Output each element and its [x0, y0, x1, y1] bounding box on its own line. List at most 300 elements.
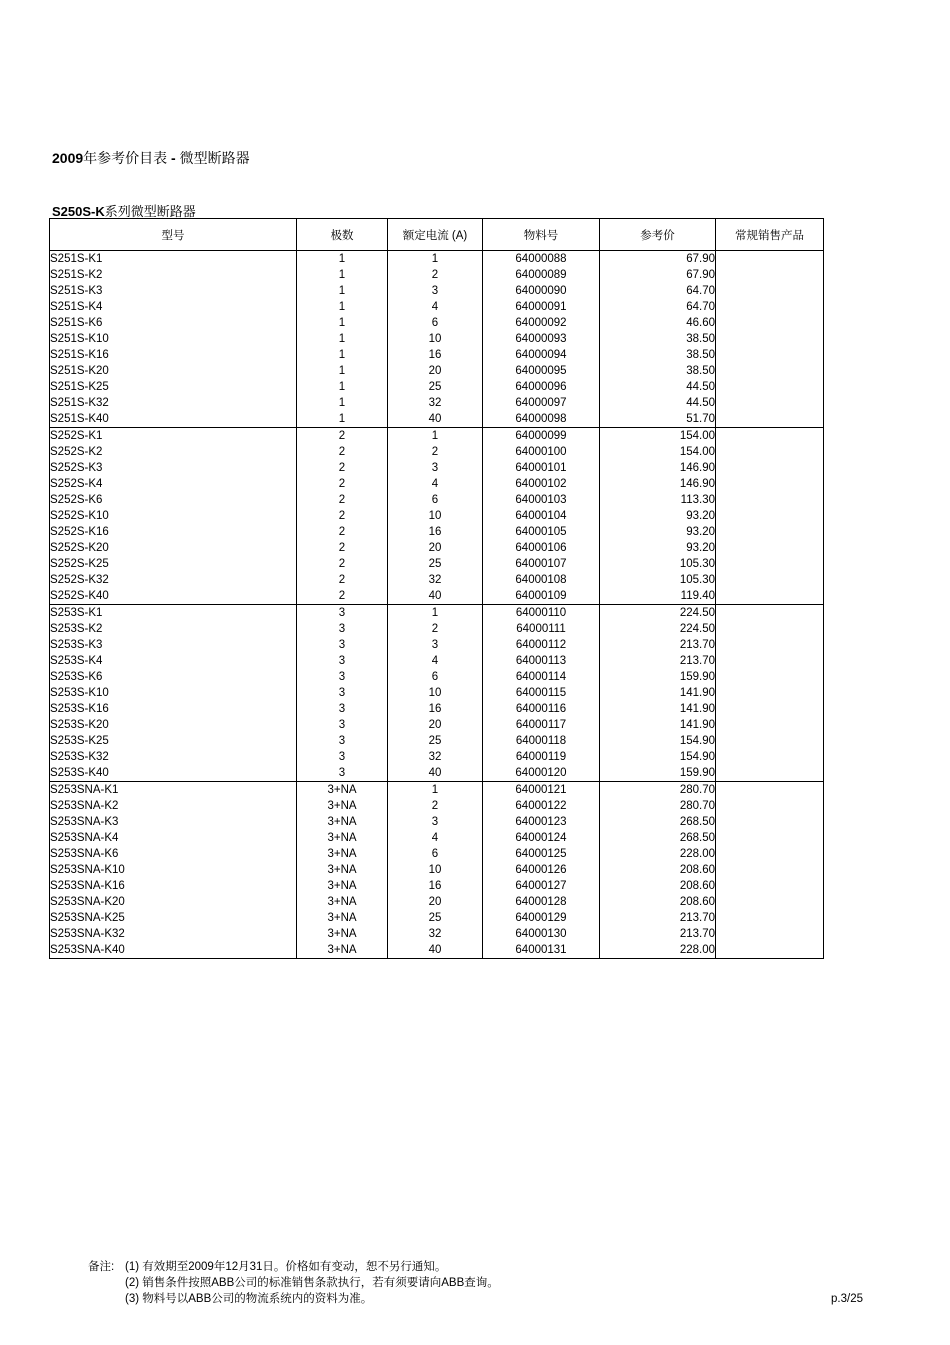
cell-rated-current: 6 [388, 846, 483, 862]
cell-model: S253SNA-K4 [50, 830, 297, 846]
cell-regular-product [716, 910, 824, 926]
cell-material-no: 64000091 [483, 299, 600, 315]
cell-material-no: 64000115 [483, 685, 600, 701]
table-row [50, 782, 824, 799]
cell-poles: 2 [297, 556, 388, 572]
cell-price: 141.90 [600, 701, 716, 717]
cell-rated-current: 16 [388, 347, 483, 363]
cell-poles: 1 [297, 363, 388, 379]
cell-model: S252S-K20 [50, 540, 297, 556]
cell-material-no: 64000108 [483, 572, 600, 588]
cell-regular-product [716, 508, 824, 524]
cell-price: 67.90 [600, 267, 716, 283]
cell-rated-current: 40 [388, 411, 483, 428]
cell-regular-product [716, 411, 824, 428]
cell-price: 154.90 [600, 749, 716, 765]
cell-model: S253S-K3 [50, 637, 297, 653]
cell-material-no: 64000131 [483, 942, 600, 959]
cell-regular-product [716, 798, 824, 814]
cell-rated-current: 20 [388, 894, 483, 910]
cell-rated-current: 32 [388, 572, 483, 588]
cell-poles: 1 [297, 347, 388, 363]
cell-regular-product [716, 572, 824, 588]
cell-material-no: 64000102 [483, 476, 600, 492]
table-row [50, 540, 824, 556]
cell-price: 119.40 [600, 588, 716, 605]
table-body [50, 251, 824, 959]
cell-model: S252S-K4 [50, 476, 297, 492]
notes [88, 1259, 499, 1307]
cell-model: S251S-K25 [50, 379, 297, 395]
table-row [50, 910, 824, 926]
cell-regular-product [716, 621, 824, 637]
cell-price: 208.60 [600, 878, 716, 894]
cell-poles: 3 [297, 685, 388, 701]
table-row [50, 347, 824, 363]
cell-regular-product [716, 782, 824, 799]
cell-model: S253S-K20 [50, 717, 297, 733]
cell-regular-product [716, 428, 824, 445]
cell-regular-product [716, 556, 824, 572]
cell-rated-current: 10 [388, 862, 483, 878]
cell-model: S252S-K6 [50, 492, 297, 508]
cell-poles: 2 [297, 444, 388, 460]
cell-poles: 3+NA [297, 814, 388, 830]
table-row [50, 749, 824, 765]
cell-price: 38.50 [600, 347, 716, 363]
cell-poles: 3+NA [297, 910, 388, 926]
cell-model: S253S-K16 [50, 701, 297, 717]
table-row [50, 315, 824, 331]
cell-material-no: 64000119 [483, 749, 600, 765]
cell-price: 141.90 [600, 685, 716, 701]
cell-model: S252S-K1 [50, 428, 297, 445]
cell-price: 213.70 [600, 910, 716, 926]
table-row [50, 926, 824, 942]
cell-model: S252S-K10 [50, 508, 297, 524]
table-row [50, 444, 824, 460]
cell-model: S253S-K6 [50, 669, 297, 685]
cell-regular-product [716, 299, 824, 315]
cell-price: 67.90 [600, 251, 716, 268]
cell-price: 38.50 [600, 363, 716, 379]
cell-material-no: 64000099 [483, 428, 600, 445]
cell-price: 51.70 [600, 411, 716, 428]
table-row [50, 621, 824, 637]
cell-price: 105.30 [600, 572, 716, 588]
cell-regular-product [716, 878, 824, 894]
cell-regular-product [716, 814, 824, 830]
cell-rated-current: 16 [388, 878, 483, 894]
cell-regular-product [716, 251, 824, 268]
cell-poles: 2 [297, 460, 388, 476]
cell-regular-product [716, 283, 824, 299]
cell-regular-product [716, 669, 824, 685]
cell-poles: 3 [297, 621, 388, 637]
cell-model: S253S-K32 [50, 749, 297, 765]
cell-price: 64.70 [600, 283, 716, 299]
cell-material-no: 64000109 [483, 588, 600, 605]
header-price: 参考价 [600, 219, 716, 251]
cell-regular-product [716, 717, 824, 733]
cell-poles: 2 [297, 540, 388, 556]
table-row [50, 637, 824, 653]
cell-model: S251S-K2 [50, 267, 297, 283]
cell-regular-product [716, 379, 824, 395]
table-row [50, 251, 824, 268]
cell-price: 44.50 [600, 395, 716, 411]
cell-price: 268.50 [600, 814, 716, 830]
cell-material-no: 64000104 [483, 508, 600, 524]
cell-poles: 3 [297, 701, 388, 717]
cell-poles: 3 [297, 749, 388, 765]
cell-regular-product [716, 701, 824, 717]
cell-rated-current: 1 [388, 251, 483, 268]
cell-rated-current: 2 [388, 798, 483, 814]
cell-rated-current: 25 [388, 910, 483, 926]
cell-material-no: 64000111 [483, 621, 600, 637]
cell-poles: 1 [297, 251, 388, 268]
table-row [50, 508, 824, 524]
table-row [50, 460, 824, 476]
cell-price: 105.30 [600, 556, 716, 572]
cell-model: S251S-K40 [50, 411, 297, 428]
cell-poles: 3+NA [297, 894, 388, 910]
cell-regular-product [716, 524, 824, 540]
header-regular-product: 常规销售产品 [716, 219, 824, 251]
cell-model: S252S-K2 [50, 444, 297, 460]
cell-material-no: 64000106 [483, 540, 600, 556]
table-row [50, 588, 824, 605]
cell-rated-current: 40 [388, 942, 483, 959]
cell-model: S253SNA-K3 [50, 814, 297, 830]
table-row [50, 379, 824, 395]
cell-model: S251S-K32 [50, 395, 297, 411]
table-row [50, 476, 824, 492]
table-header-row [50, 219, 824, 251]
cell-regular-product [716, 894, 824, 910]
cell-poles: 2 [297, 428, 388, 445]
cell-rated-current: 20 [388, 363, 483, 379]
cell-model: S253SNA-K20 [50, 894, 297, 910]
cell-price: 44.50 [600, 379, 716, 395]
cell-regular-product [716, 267, 824, 283]
cell-rated-current: 20 [388, 717, 483, 733]
cell-poles: 1 [297, 379, 388, 395]
cell-price: 228.00 [600, 846, 716, 862]
cell-rated-current: 4 [388, 299, 483, 315]
cell-poles: 2 [297, 492, 388, 508]
cell-model: S253S-K25 [50, 733, 297, 749]
header-rated-current: 额定电流 (A) [388, 219, 483, 251]
note-item: (1) 有效期至2009年12月31日。价格如有变动，恕不另行通知。 [125, 1261, 447, 1273]
cell-material-no: 64000125 [483, 846, 600, 862]
cell-poles: 3+NA [297, 846, 388, 862]
cell-regular-product [716, 830, 824, 846]
cell-model: S253SNA-K10 [50, 862, 297, 878]
cell-regular-product [716, 444, 824, 460]
cell-rated-current: 6 [388, 669, 483, 685]
table-row [50, 299, 824, 315]
cell-rated-current: 20 [388, 540, 483, 556]
cell-poles: 3+NA [297, 926, 388, 942]
cell-material-no: 64000124 [483, 830, 600, 846]
cell-material-no: 64000095 [483, 363, 600, 379]
cell-material-no: 64000127 [483, 878, 600, 894]
cell-price: 224.50 [600, 605, 716, 622]
cell-price: 93.20 [600, 524, 716, 540]
cell-poles: 3+NA [297, 830, 388, 846]
cell-rated-current: 32 [388, 395, 483, 411]
cell-material-no: 64000116 [483, 701, 600, 717]
cell-material-no: 64000120 [483, 765, 600, 782]
cell-regular-product [716, 926, 824, 942]
cell-model: S252S-K16 [50, 524, 297, 540]
cell-model: S253SNA-K16 [50, 878, 297, 894]
table-row [50, 669, 824, 685]
table-row [50, 798, 824, 814]
table-row [50, 605, 824, 622]
cell-regular-product [716, 363, 824, 379]
table-row [50, 331, 824, 347]
cell-regular-product [716, 605, 824, 622]
cell-rated-current: 6 [388, 315, 483, 331]
cell-model: S253SNA-K40 [50, 942, 297, 959]
cell-regular-product [716, 315, 824, 331]
cell-price: 154.00 [600, 444, 716, 460]
cell-regular-product [716, 942, 824, 959]
cell-rated-current: 25 [388, 379, 483, 395]
cell-price: 208.60 [600, 862, 716, 878]
cell-regular-product [716, 460, 824, 476]
cell-regular-product [716, 347, 824, 363]
cell-material-no: 64000092 [483, 315, 600, 331]
cell-material-no: 64000112 [483, 637, 600, 653]
cell-rated-current: 1 [388, 605, 483, 622]
table-row [50, 830, 824, 846]
cell-poles: 3+NA [297, 782, 388, 799]
cell-price: 268.50 [600, 830, 716, 846]
cell-rated-current: 32 [388, 749, 483, 765]
cell-price: 208.60 [600, 894, 716, 910]
cell-rated-current: 3 [388, 637, 483, 653]
price-table [49, 218, 824, 959]
cell-rated-current: 40 [388, 588, 483, 605]
cell-model: S251S-K10 [50, 331, 297, 347]
note-item: (2) 销售条件按照ABB公司的标准销售条款执行，若有须要请向ABB查询。 [125, 1277, 499, 1289]
header-material-no: 物料号 [483, 219, 600, 251]
cell-price: 64.70 [600, 299, 716, 315]
cell-poles: 2 [297, 476, 388, 492]
cell-material-no: 64000107 [483, 556, 600, 572]
cell-price: 146.90 [600, 476, 716, 492]
cell-rated-current: 32 [388, 926, 483, 942]
cell-rated-current: 3 [388, 814, 483, 830]
cell-material-no: 64000103 [483, 492, 600, 508]
cell-rated-current: 3 [388, 460, 483, 476]
cell-price: 280.70 [600, 798, 716, 814]
cell-model: S253SNA-K6 [50, 846, 297, 862]
cell-poles: 1 [297, 283, 388, 299]
cell-rated-current: 16 [388, 524, 483, 540]
cell-price: 141.90 [600, 717, 716, 733]
table-row [50, 765, 824, 782]
cell-regular-product [716, 476, 824, 492]
cell-model: S251S-K4 [50, 299, 297, 315]
cell-regular-product [716, 765, 824, 782]
table-row [50, 878, 824, 894]
cell-model: S252S-K40 [50, 588, 297, 605]
cell-model: S252S-K32 [50, 572, 297, 588]
cell-rated-current: 2 [388, 267, 483, 283]
cell-poles: 1 [297, 299, 388, 315]
cell-regular-product [716, 862, 824, 878]
cell-price: 213.70 [600, 637, 716, 653]
cell-rated-current: 3 [388, 283, 483, 299]
cell-price: 213.70 [600, 653, 716, 669]
cell-regular-product [716, 685, 824, 701]
cell-poles: 2 [297, 588, 388, 605]
table-row [50, 395, 824, 411]
cell-regular-product [716, 395, 824, 411]
cell-material-no: 64000126 [483, 862, 600, 878]
cell-rated-current: 10 [388, 685, 483, 701]
cell-model: S252S-K25 [50, 556, 297, 572]
cell-poles: 3+NA [297, 862, 388, 878]
cell-model: S251S-K20 [50, 363, 297, 379]
cell-poles: 3+NA [297, 798, 388, 814]
cell-poles: 1 [297, 411, 388, 428]
cell-poles: 1 [297, 395, 388, 411]
cell-model: S253S-K1 [50, 605, 297, 622]
header-model: 型号 [50, 219, 297, 251]
cell-regular-product [716, 846, 824, 862]
cell-material-no: 64000122 [483, 798, 600, 814]
cell-model: S253S-K40 [50, 765, 297, 782]
header-poles: 极数 [297, 219, 388, 251]
cell-rated-current: 4 [388, 476, 483, 492]
cell-rated-current: 4 [388, 653, 483, 669]
cell-material-no: 64000128 [483, 894, 600, 910]
cell-model: S251S-K16 [50, 347, 297, 363]
cell-material-no: 64000129 [483, 910, 600, 926]
cell-model: S253SNA-K25 [50, 910, 297, 926]
table-row [50, 524, 824, 540]
table-row [50, 653, 824, 669]
table-row [50, 942, 824, 959]
cell-price: 154.00 [600, 428, 716, 445]
cell-poles: 3 [297, 605, 388, 622]
cell-rated-current: 1 [388, 782, 483, 799]
cell-rated-current: 6 [388, 492, 483, 508]
cell-poles: 3 [297, 765, 388, 782]
table-row [50, 846, 824, 862]
cell-poles: 1 [297, 315, 388, 331]
cell-material-no: 64000130 [483, 926, 600, 942]
cell-rated-current: 16 [388, 701, 483, 717]
table-row [50, 428, 824, 445]
cell-rated-current: 10 [388, 331, 483, 347]
table-row [50, 894, 824, 910]
cell-price: 146.90 [600, 460, 716, 476]
table-row [50, 411, 824, 428]
cell-material-no: 64000093 [483, 331, 600, 347]
cell-poles: 3+NA [297, 942, 388, 959]
cell-model: S253S-K10 [50, 685, 297, 701]
table-row [50, 685, 824, 701]
cell-material-no: 64000118 [483, 733, 600, 749]
cell-model: S252S-K3 [50, 460, 297, 476]
cell-rated-current: 10 [388, 508, 483, 524]
cell-price: 113.30 [600, 492, 716, 508]
cell-material-no: 64000098 [483, 411, 600, 428]
cell-material-no: 64000094 [483, 347, 600, 363]
cell-price: 280.70 [600, 782, 716, 799]
cell-rated-current: 4 [388, 830, 483, 846]
cell-poles: 1 [297, 331, 388, 347]
notes-label: 备注: [88, 1261, 115, 1273]
cell-model: S253S-K2 [50, 621, 297, 637]
table-row [50, 556, 824, 572]
cell-price: 154.90 [600, 733, 716, 749]
cell-model: S251S-K6 [50, 315, 297, 331]
cell-material-no: 64000090 [483, 283, 600, 299]
cell-regular-product [716, 733, 824, 749]
cell-price: 213.70 [600, 926, 716, 942]
cell-price: 93.20 [600, 508, 716, 524]
table-row [50, 492, 824, 508]
cell-model: S253SNA-K1 [50, 782, 297, 799]
cell-model: S251S-K3 [50, 283, 297, 299]
cell-poles: 3 [297, 669, 388, 685]
note-item: (3) 物料号以ABB公司的物流系统内的资料为准。 [125, 1293, 373, 1305]
cell-poles: 3 [297, 717, 388, 733]
cell-rated-current: 2 [388, 621, 483, 637]
cell-poles: 3+NA [297, 878, 388, 894]
cell-poles: 2 [297, 572, 388, 588]
cell-poles: 3 [297, 733, 388, 749]
cell-material-no: 64000113 [483, 653, 600, 669]
table-row [50, 267, 824, 283]
table-row [50, 862, 824, 878]
cell-price: 159.90 [600, 765, 716, 782]
cell-poles: 3 [297, 637, 388, 653]
table-row [50, 733, 824, 749]
cell-price: 93.20 [600, 540, 716, 556]
cell-regular-product [716, 653, 824, 669]
cell-material-no: 64000105 [483, 524, 600, 540]
table-row [50, 717, 824, 733]
cell-material-no: 64000088 [483, 251, 600, 268]
cell-regular-product [716, 588, 824, 605]
cell-regular-product [716, 749, 824, 765]
cell-rated-current: 40 [388, 765, 483, 782]
cell-regular-product [716, 492, 824, 508]
cell-material-no: 64000100 [483, 444, 600, 460]
cell-price: 159.90 [600, 669, 716, 685]
cell-regular-product [716, 637, 824, 653]
cell-regular-product [716, 331, 824, 347]
cell-material-no: 64000089 [483, 267, 600, 283]
cell-model: S253S-K4 [50, 653, 297, 669]
cell-price: 38.50 [600, 331, 716, 347]
cell-poles: 1 [297, 267, 388, 283]
cell-material-no: 64000101 [483, 460, 600, 476]
cell-material-no: 64000123 [483, 814, 600, 830]
cell-material-no: 64000114 [483, 669, 600, 685]
table-row [50, 814, 824, 830]
cell-poles: 3 [297, 653, 388, 669]
